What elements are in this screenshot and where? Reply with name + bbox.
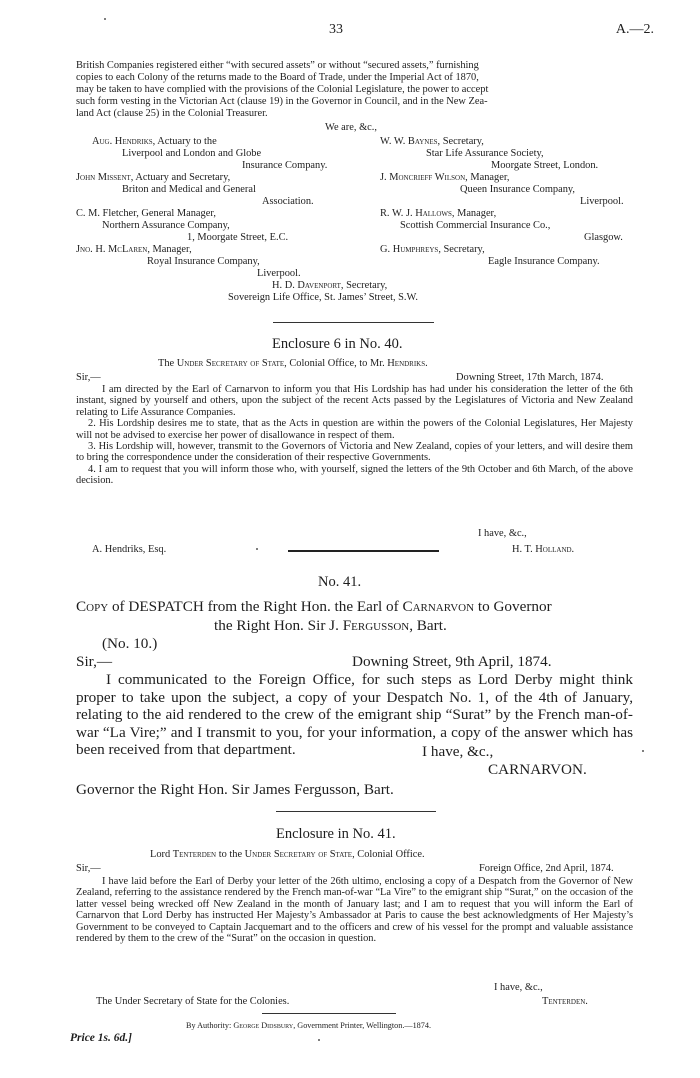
signatory xyxy=(76,244,192,255)
signatory-line: Royal Insurance Company, xyxy=(147,256,260,267)
signatory xyxy=(92,136,217,147)
footer-divider xyxy=(262,1013,396,1014)
signatory-line: Scottish Commercial Insurance Co., xyxy=(400,220,551,231)
signatory-line: Glasgow. xyxy=(584,232,623,243)
signatory-line: Eagle Insurance Company. xyxy=(488,256,600,267)
despatch-reference: (No. 10.) xyxy=(102,635,158,652)
signatory-title: , General Manager, xyxy=(136,208,216,219)
despatch-title-line-1: Copy of DESPATCH from the Right Hon. the Earl of Carnarvon to Governor xyxy=(76,598,552,615)
paragraph: 3. His Lordship will, however, transmit to the Governors of Victoria and New Zealand, copies of your letters, and will desire them to bring the correspondence under the consideration of their respective Governments. xyxy=(76,441,633,464)
signatory-line: Liverpool. xyxy=(580,196,624,207)
signatory-title: , Actuary and Secretary, xyxy=(130,172,231,183)
signatory-name: J. Moncrieff Wilson xyxy=(380,172,466,183)
page-number: 33 xyxy=(329,22,343,37)
enclosure-6-addressee: A. Hendriks, Esq. xyxy=(92,544,167,555)
signatory-line: 1, Moorgate Street, E.C. xyxy=(187,232,289,243)
signatory-line: Star Life Assurance Society, xyxy=(426,148,544,159)
dot-mark xyxy=(256,548,258,550)
signatory-name: Jno. H. McLaren xyxy=(76,244,148,255)
enclosure-6-dateline: Downing Street, 17th March, 1874. xyxy=(456,372,604,383)
signatory-name: C. M. Fletcher xyxy=(76,208,137,219)
signatory-title: , Secretary, xyxy=(437,136,484,147)
signatory-line: Association. xyxy=(262,196,314,207)
signatory-line: Liverpool and London and Globe xyxy=(122,148,262,159)
signatory xyxy=(380,208,496,219)
signatory xyxy=(380,244,485,255)
signatory-name: G. Humphreys xyxy=(380,244,439,255)
enclosure-6-title: Enclosure 6 in No. 40. xyxy=(272,336,403,352)
signatory-line: Liverpool. xyxy=(257,268,301,279)
intro-line: such form vesting in the Victorian Act (clause 19) in the Governor in Council, and in the New Zea- xyxy=(76,96,488,107)
signatory-title: , Actuary to the xyxy=(152,136,217,147)
paragraph: 4. I am to request that you will inform those who, with yourself, signed the letters of the 9th October and 6th March, of the above decision. xyxy=(76,463,633,487)
paragraph: I am directed by the Earl of Carnarvon to inform you that His Lordship has had under his consideration the letter of the 6th instant, signed by yourself and others, upon the subject of the recent Acts passed by the Legislatures of Victoria and New Zealand relating to Life Assurance Companies. xyxy=(76,384,633,418)
enclosure-6-closing: I have, &c., xyxy=(478,528,527,539)
signatory-title: , Secretary, xyxy=(340,280,388,291)
section-divider xyxy=(273,322,434,323)
intro-line: may be taken to have complied with the provisions of the Colonial Legislature, the power to accept xyxy=(76,84,489,95)
despatch-addressee: Governor the Right Hon. Sir James Fergusson, Bart. xyxy=(76,781,394,798)
intro-line: land Act (clause 25) in the Colonial Treasurer. xyxy=(76,108,268,119)
signatory-title: , Secretary, xyxy=(438,244,485,255)
signatory-name: H. D. Davenport xyxy=(272,280,341,291)
signatory-name: W. W. Baynes xyxy=(380,136,438,147)
intro-line: copies to each Colony of the returns made to the Board of Trade, under the Imperial Act of 1870, xyxy=(76,72,479,83)
signatory-name: R. W. J. Hallows xyxy=(380,208,452,219)
signatory-name: John Missent xyxy=(76,172,131,183)
despatch-title-line-2: the Right Hon. Sir J. Fergusson, Bart. xyxy=(214,617,447,634)
enclosure-41-signature: Tenterden. xyxy=(542,996,588,1007)
signatory-line: Insurance Company. xyxy=(242,160,328,171)
despatch-signature: CARNARVON. xyxy=(488,761,587,778)
signatory-title: , Manager, xyxy=(451,208,497,219)
price-label: Price 1s. 6d.] xyxy=(70,1032,132,1044)
intro-closing: We are, &c., xyxy=(325,122,377,133)
signatory xyxy=(76,172,230,183)
enclosure-6-body xyxy=(76,384,633,487)
enclosure-41-salutation: Sir,— xyxy=(76,863,101,874)
despatch-body xyxy=(76,671,633,759)
document-reference: A.—2. xyxy=(615,22,654,37)
dot-mark xyxy=(642,750,644,752)
dot-mark xyxy=(104,18,106,20)
despatch-closing: I have, &c., xyxy=(422,743,494,760)
enclosure-41-addressee: The Under Secretary of State for the Colonies. xyxy=(96,996,290,1007)
paragraph: 2. His Lordship desires me to state, that as the Acts in question are within the powers of the Colonial Legislatures, Her Majesty will not be advised to exercise her power of disallowance in respect of them. xyxy=(76,418,633,441)
despatch-dateline: Downing Street, 9th April, 1874. xyxy=(352,653,552,670)
dot-mark xyxy=(318,1039,320,1041)
intro-line: British Companies registered either “with secured assets” or without “secured assets,” furnishing xyxy=(76,60,479,71)
enclosure-6-from: The Under Secretary of State, Colonial Office, to Mr. Hendriks. xyxy=(158,358,428,369)
signatory-title: , Manager, xyxy=(147,244,192,255)
despatch-salutation: Sir,— xyxy=(76,653,113,670)
enclosure-41-closing: I have, &c., xyxy=(494,982,543,993)
signatory xyxy=(76,208,216,219)
paragraph: I have laid before the Earl of Derby your letter of the 26th ultimo, enclosing a copy of a Despatch from the Governor of New Zealand, referring to the assistance rendered by the French man-of-war “La Vire” to the emigrant ship “Surat,” on the occasion of the latter vessel being wrecked off New Zealand in the month of January last; and I am to request that you will inform the Earl of Carnarvon that Lord Derby has instructed Her Majesty’s Ambassador at Paris to cause the best acknowledgments of Her Majesty’s Government to be conveyed to Captain Jacquemart and to the officers and crew of his vessel for the prompt and valuable assistance rendered by them to the crew of the “Surat” on the occasion in question. xyxy=(76,876,633,945)
signatory-name: Aug. Hendriks xyxy=(92,136,153,147)
signatory-line: Sovereign Life Office, St. James’ Street, S.W. xyxy=(228,292,418,303)
enclosure-41-body xyxy=(76,876,633,944)
section-divider xyxy=(276,811,436,812)
signatory xyxy=(272,280,387,291)
enclosure-6-signature: H. T. Holland. xyxy=(512,544,575,555)
enclosure-6-salutation: Sir,— xyxy=(76,372,101,383)
signatory-line: Moorgate Street, London. xyxy=(491,160,599,171)
section-divider xyxy=(288,550,439,552)
printer-imprint: By Authority: George Didsbury, Government Printer, Wellington.—1874. xyxy=(186,1021,432,1030)
enclosure-41-dateline: Foreign Office, 2nd April, 1874. xyxy=(479,863,614,874)
enclosure-41-from: Lord Tenterden to the Under Secretary of State, Colonial Office. xyxy=(150,849,425,860)
signatory-line: Queen Insurance Company, xyxy=(460,184,576,195)
signatory-title: , Manager, xyxy=(465,172,510,183)
signatory-line: Northern Assurance Company, xyxy=(102,220,230,231)
signatory xyxy=(380,136,484,147)
enclosure-41-title: Enclosure in No. 41. xyxy=(276,826,396,842)
paragraph: I communicated to the Foreign Office, for such steps as Lord Derby might think proper to take upon the subject, a copy of your Despatch No. 1, of the 4th of January, relating to the aid rendered to the crew of the emigrant ship “Surat” by the French man-of-war “La Vire;” and I transmit to you, for your information, a copy of the answer which has been received from that department. xyxy=(76,671,633,758)
signatory-line: Briton and Medical and General xyxy=(122,184,256,195)
signatory xyxy=(380,172,509,183)
despatch-number: No. 41. xyxy=(318,574,362,590)
